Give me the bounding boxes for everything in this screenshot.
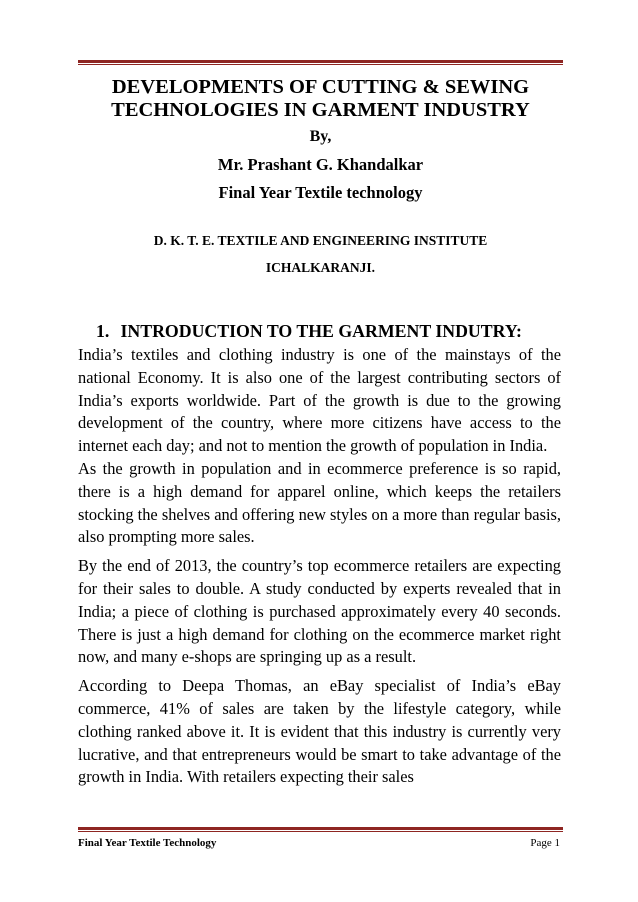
header-rule-thin: [78, 64, 563, 65]
header-rule: [78, 60, 563, 65]
institute-name: D. K. T. E. TEXTILE AND ENGINEERING INSTITUTE: [153, 233, 488, 248]
header-rule-thick: [78, 60, 563, 63]
section-title: INTRODUCTION TO THE GARMENT INDUTRY:: [120, 321, 522, 341]
paragraph-1: India’s textiles and clothing industry is one of the mainstays of the national Economy. It is also one of the largest contributing sectors of India’s exports worldwide. Part of the growth is due to the growing development of the country, where more citizens have access to the internet each day; and not to mention the growth of population in India.: [78, 345, 561, 456]
footer-rule: [78, 827, 563, 832]
institute-city: ICHALKARANJI.: [265, 260, 376, 275]
page-number: Page 1: [530, 837, 560, 849]
paragraph-2: As the growth in population and in ecommerce preference is so rapid, there is a high demand for apparel online, which keeps the retailers stocking the shelves and offering new styles on a more than regular basis, also prompting more sales.: [78, 458, 561, 547]
paragraph-3: By the end of 2013, the country’s top ecommerce retailers are expecting for their sales to double. A study conducted by experts revealed that in India; a piece of clothing is purchased approximately every 40 seconds. There is just a high demand for clothing on the ecommerce market right now, and many e-shops are springing up as a result.: [78, 556, 561, 667]
author-designation: Final Year Textile technology: [218, 183, 423, 202]
footer-rule-thin: [78, 831, 563, 832]
section-number: 1.: [96, 321, 110, 341]
body-text: [78, 344, 561, 789]
title-line-2: TECHNOLOGIES IN GARMENT INDUSTRY: [111, 99, 530, 121]
section-heading: [96, 321, 522, 342]
author-name: Mr. Prashant G. Khandalkar: [217, 155, 424, 174]
title-line-1: DEVELOPMENTS OF CUTTING & SEWING: [111, 76, 530, 98]
paragraph-4: According to Deepa Thomas, an eBay specialist of India’s eBay commerce, 41% of sales are taken by the lifestyle category, while clothing ranked above it. It is evident that this industry is currently very lucrative, and that entrepreneurs would be smart to take advantage of the growth in India. With retailers expecting their sales: [78, 676, 561, 787]
document-title: [78, 76, 563, 122]
by-line: By,: [309, 128, 332, 145]
footer-rule-thick: [78, 827, 563, 830]
footer-title: Final Year Textile Technology: [78, 837, 217, 849]
